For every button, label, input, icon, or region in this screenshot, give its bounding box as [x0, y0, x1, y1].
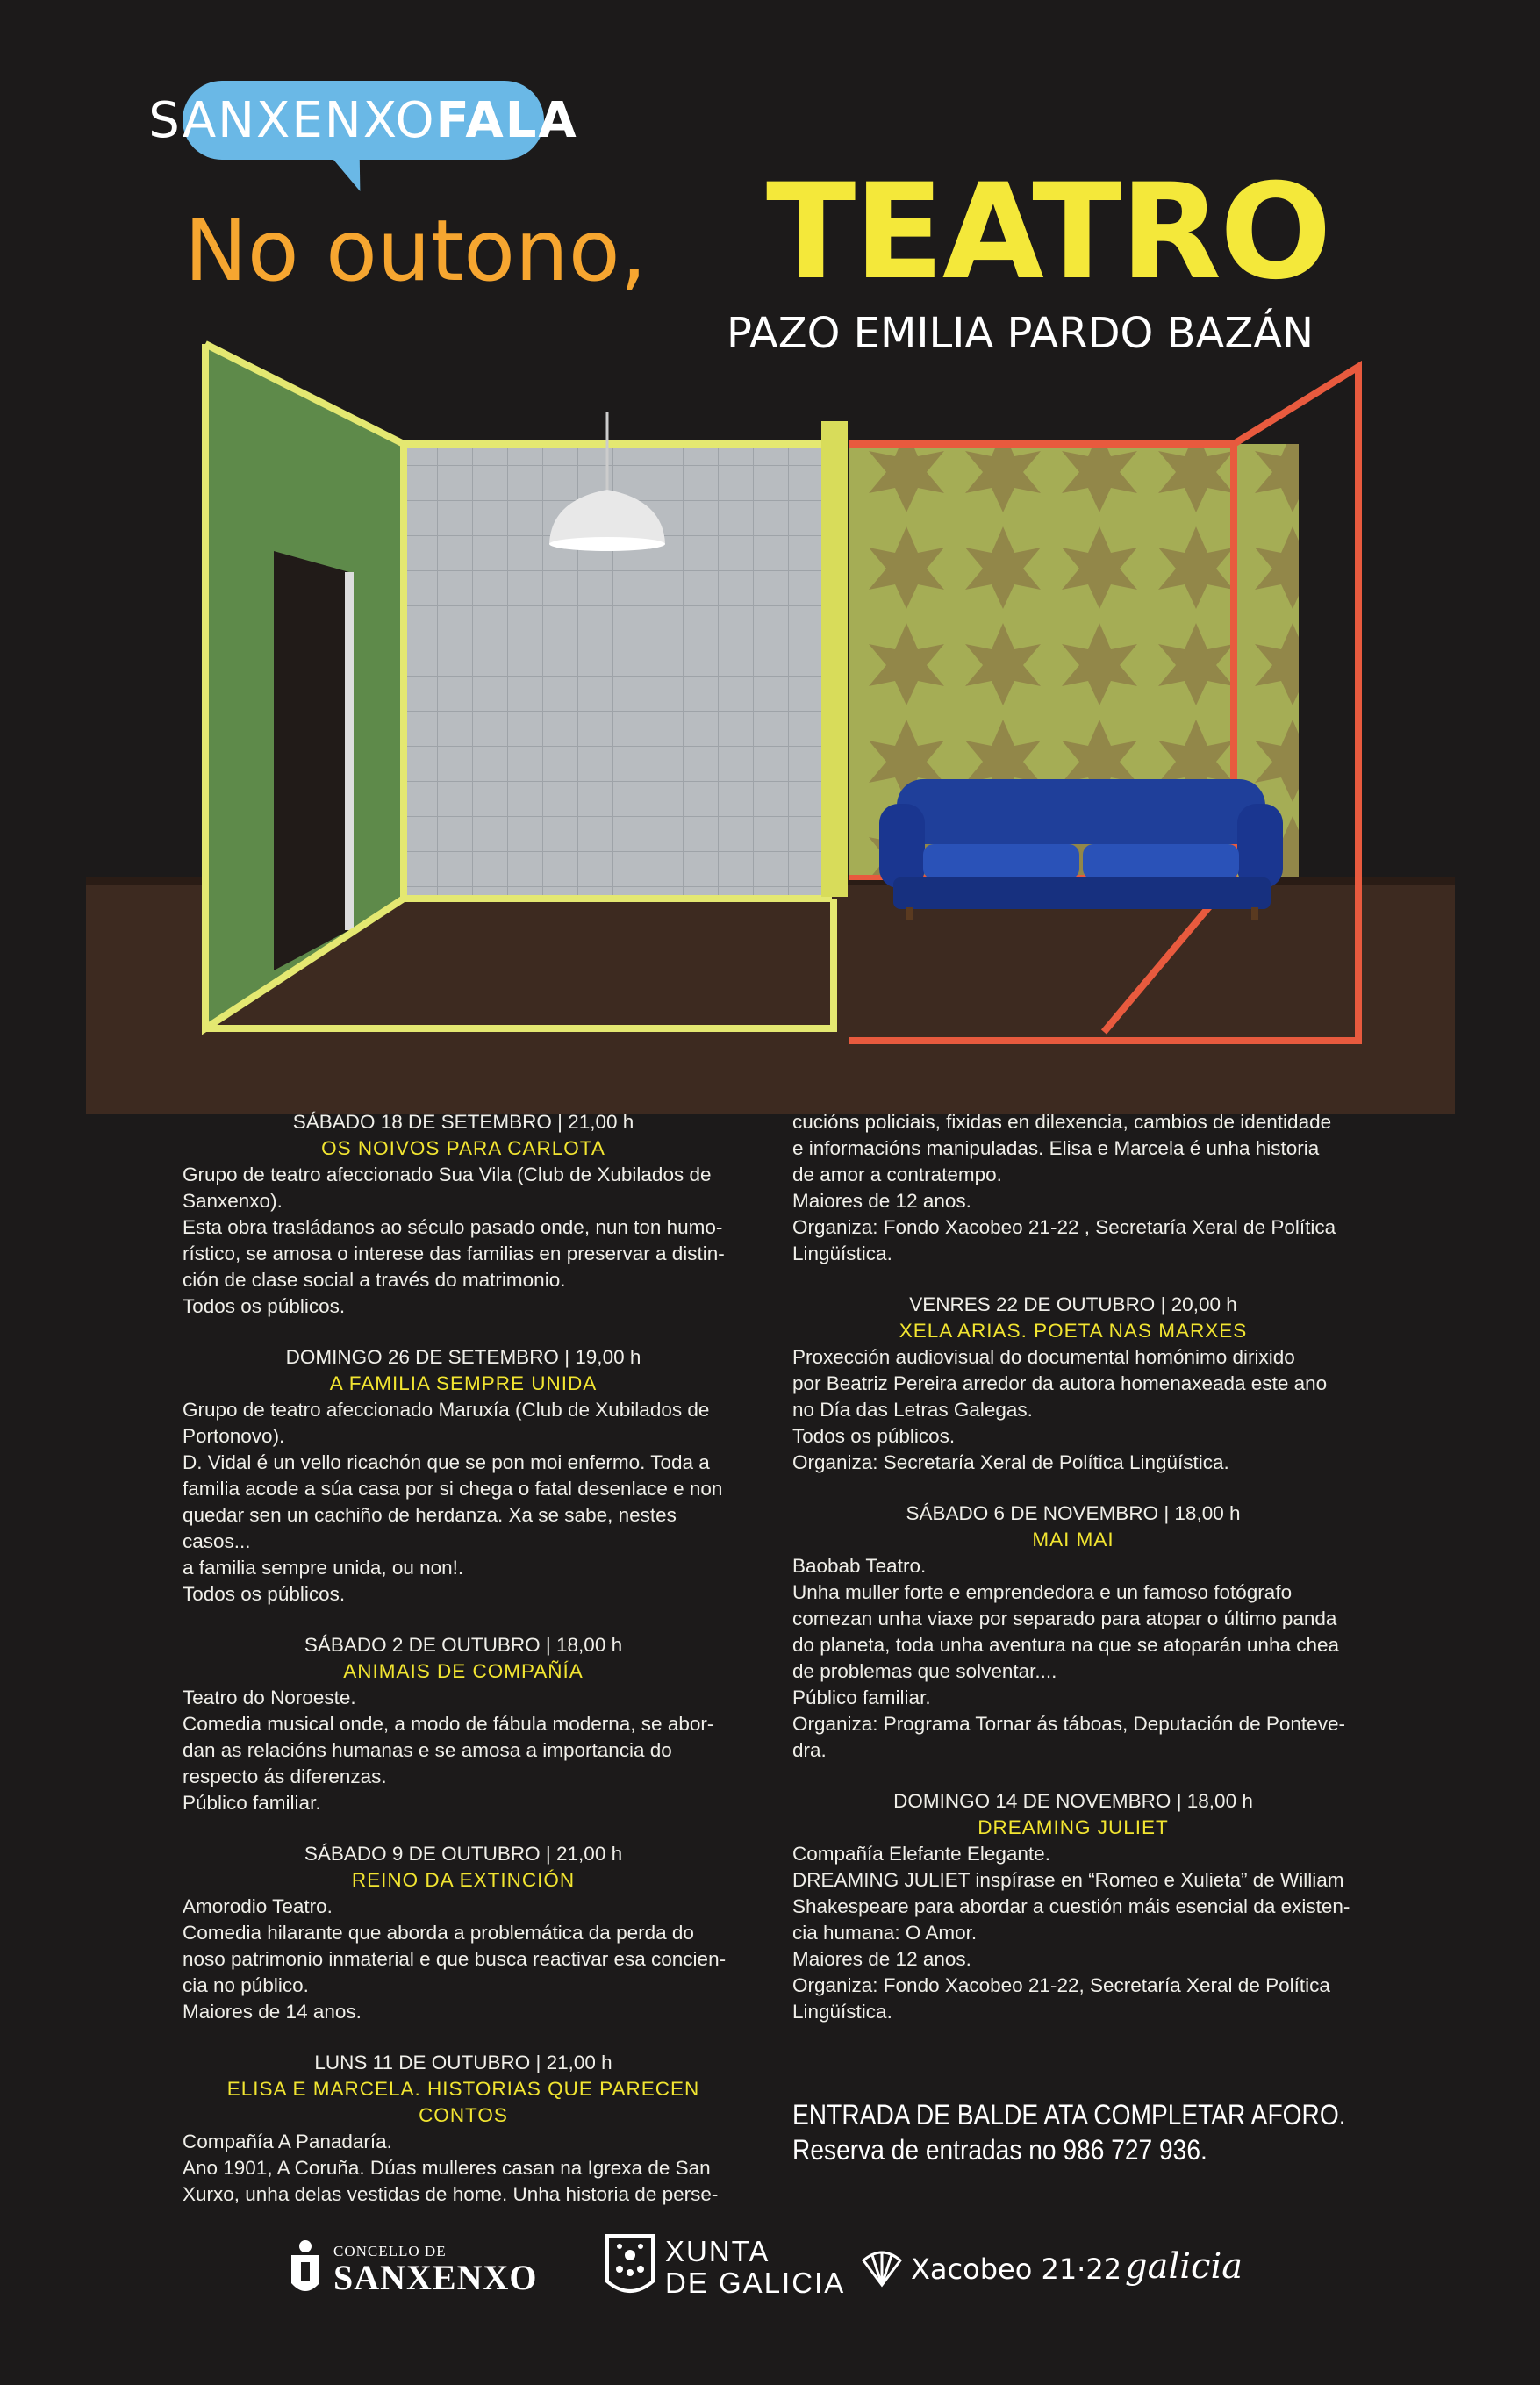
event-line: Maiores de 12 anos. — [792, 1190, 971, 1212]
event-line: Público familiar. — [183, 1792, 321, 1814]
event-line: por Beatriz Pereira arredor da autora homenaxeada este ano — [792, 1372, 1328, 1394]
event-line: Sanxenxo). — [183, 1190, 283, 1212]
brand-part2: FALA — [435, 91, 578, 149]
event-date: SÁBADO 2 DE OUTUBRO | 18,00 h — [304, 1634, 623, 1656]
event-date: VENRES 22 DE OUTUBRO | 20,00 h — [909, 1293, 1237, 1315]
event-line: quedar sen un cachiño de herdanza. Xa se sabe, nestes casos... — [183, 1504, 677, 1552]
event-line: Compañía A Panadaría. — [183, 2131, 392, 2152]
sanxenxo-crest-icon — [288, 2238, 323, 2301]
event-line: cucións policiais, fixidas en dilexencia, cambios de identidade — [792, 1111, 1332, 1133]
event-line: Unha muller forte e emprendedora e un famoso fotógrafo — [792, 1581, 1293, 1603]
doorway — [274, 551, 349, 970]
event-line: ción de clase social a través do matrimonio. — [183, 1269, 566, 1291]
event-line: a familia sempre unida, ou non!. — [183, 1557, 464, 1579]
event-line: Amorodio Teatro. — [183, 1895, 333, 1917]
event-line: Grupo de teatro afeccionado Sua Vila (Club de Xubilados de — [183, 1164, 712, 1185]
event-title: DREAMING JULIET — [978, 1816, 1169, 1838]
logo-sanxenxo-big: SANXENXO — [333, 2258, 538, 2297]
event-animais — [183, 1632, 744, 1816]
event-line: Portonovo). — [183, 1425, 285, 1447]
event-title: MAI MAI — [1032, 1529, 1114, 1551]
event-line: Xurxo, unha delas vestidas de home. Unha historia de perse- — [183, 2183, 719, 2205]
event-line: dra. — [792, 1739, 827, 1761]
event-line: Todos os públicos. — [183, 1295, 346, 1317]
event-line: Público familiar. — [792, 1687, 931, 1708]
corner-pillar — [821, 421, 848, 897]
page-title — [184, 156, 1413, 309]
event-maimai — [792, 1500, 1354, 1764]
event-line: do planeta, toda unha aventura na que se atoparán unha chea — [792, 1634, 1340, 1656]
free-entry-notice — [792, 2097, 1379, 2167]
event-line: Maiores de 14 anos. — [183, 2001, 362, 2023]
event-line: cia no público. — [183, 1974, 309, 1996]
event-line: Lingüística. — [792, 2001, 892, 2023]
event-line: familia acode a súa casa por si chega o fatal desenlace e non — [183, 1478, 723, 1500]
event-line: Comedia hilarante que aborda a problemática da perda do — [183, 1922, 694, 1944]
event-line: Organiza: Secretaría Xeral de Política Lingüística. — [792, 1451, 1229, 1473]
event-line: respecto ás diferenzas. — [183, 1765, 387, 1787]
logo-sanxenxo-small: CONCELLO DE — [333, 2243, 447, 2260]
event-line: noso patrimonio inmaterial e que busca reactivar esa concien- — [183, 1948, 727, 1970]
event-line: Shakespeare para abordar a cuestión máis esencial da existen- — [792, 1895, 1350, 1917]
title-main: TEATRO — [766, 156, 1330, 309]
event-dreaming — [792, 1788, 1354, 2025]
event-line: de amor a contratempo. — [792, 1164, 1002, 1185]
event-line: Compañía Elefante Elegante. — [792, 1843, 1050, 1865]
event-line: Baobab Teatro. — [792, 1555, 927, 1577]
xunta-shield-icon — [605, 2234, 655, 2301]
venue-name: PAZO EMILIA PARDO BAZÁN — [727, 309, 1314, 358]
event-line: Comedia musical onde, a modo de fábula moderna, se abor- — [183, 1713, 714, 1735]
event-line: Grupo de teatro afeccionado Maruxía (Club de Xubilados de — [183, 1399, 710, 1421]
scallop-shell-icon — [860, 2250, 904, 2288]
right-column — [792, 1109, 1354, 2050]
event-date: DOMINGO 26 DE SETEMBRO | 19,00 h — [285, 1346, 641, 1368]
title-lead: No outono, — [184, 202, 648, 300]
event-date: LUNS 11 DE OUTUBRO | 21,00 h — [314, 2052, 612, 2073]
event-title: ANIMAIS DE COMPAÑÍA — [343, 1660, 584, 1682]
event-line: Maiores de 12 anos. — [792, 1948, 971, 1970]
event-line: Ano 1901, A Coruña. Dúas mulleres casan na Igrexa de San — [183, 2157, 711, 2179]
event-line: D. Vidal é un vello ricachón que se pon moi enfermo. Toda a — [183, 1451, 710, 1473]
event-line: Lingüística. — [792, 1243, 892, 1264]
event-line: Todos os públicos. — [183, 1583, 346, 1605]
event-title: OS NOIVOS PARA CARLOTA — [321, 1137, 605, 1159]
notice-line-2: Reserva de entradas no 986 727 936. — [792, 2134, 1207, 2166]
event-title: XELA ARIAS. POETA NAS MARXES — [899, 1320, 1248, 1342]
event-line: Esta obra trasládanos ao século pasado onde, nun ton humo- — [183, 1216, 723, 1238]
event-line: rístico, se amosa o interese das familias en preservar a distin- — [183, 1243, 725, 1264]
event-line: Organiza: Programa Tornar ás táboas, Deputación de Ponteve- — [792, 1713, 1345, 1735]
logo-xunta-line2: DE GALICIA — [665, 2267, 846, 2299]
notice-line-1: ENTRADA DE BALDE ATA COMPLETAR AFORO. — [792, 2099, 1346, 2131]
event-line: Teatro do Noroeste. — [183, 1687, 356, 1708]
event-line: DREAMING JULIET inspírase en “Romeo e Xulieta” de William — [792, 1869, 1344, 1891]
event-line: Proxección audiovisual do documental homónimo dirixido — [792, 1346, 1295, 1368]
event-elisa-continued — [792, 1109, 1354, 1267]
event-title: A FAMILIA SEMPRE UNIDA — [329, 1372, 598, 1394]
stage-illustration — [86, 325, 1455, 1114]
event-title: REINO DA EXTINCIÓN — [351, 1869, 576, 1891]
logo-xacobeo-text: Xacobeo 21·22 — [911, 2252, 1122, 2286]
logo-sanxenxo — [288, 2238, 537, 2301]
event-elisa — [183, 2050, 744, 2208]
event-line: no Día das Letras Galegas. — [792, 1399, 1033, 1421]
left-column — [183, 1109, 744, 2232]
event-line: e informacións manipuladas. Elisa e Marcela é unha historia — [792, 1137, 1320, 1159]
event-oct-noivos — [183, 1109, 744, 1320]
event-date: DOMINGO 14 DE NOVEMBRO | 18,00 h — [893, 1790, 1253, 1812]
event-date: SÁBADO 6 DE NOVEMBRO | 18,00 h — [906, 1502, 1241, 1524]
event-xela — [792, 1292, 1354, 1476]
sponsor-logos — [0, 2229, 1540, 2334]
event-line: de problemas que solventar.... — [792, 1660, 1057, 1682]
brand-bubble — [148, 81, 578, 160]
logo-galicia-text: galicia — [1125, 2246, 1243, 2287]
event-line: Organiza: Fondo Xacobeo 21-22 , Secretaría Xeral de Política — [792, 1216, 1336, 1238]
event-line: comezan unha viaxe por separado para atopar o último panda — [792, 1608, 1337, 1629]
event-familia — [183, 1344, 744, 1608]
event-line: dan as relacións humanas e se amosa a importancia do — [183, 1739, 672, 1761]
event-line: Todos os públicos. — [792, 1425, 956, 1447]
logo-xunta-line1: XUNTA — [665, 2235, 770, 2267]
event-line: cia humana: O Amor. — [792, 1922, 978, 1944]
brand-part1: SANXENXO — [148, 91, 436, 149]
event-title: ELISA E MARCELA. HISTORIAS QUE PARECEN CONTOS — [226, 2078, 700, 2126]
logo-xacobeo — [860, 2250, 1121, 2288]
event-date: SÁBADO 9 DE OUTUBRO | 21,00 h — [304, 1843, 623, 1865]
logo-galicia — [1125, 2246, 1243, 2287]
event-date: SÁBADO 18 DE SETEMBRO | 21,00 h — [292, 1111, 634, 1133]
event-line: Organiza: Fondo Xacobeo 21-22, Secretaría Xeral de Política — [792, 1974, 1330, 1996]
event-reino — [183, 1841, 744, 2025]
logo-xunta — [605, 2234, 845, 2301]
